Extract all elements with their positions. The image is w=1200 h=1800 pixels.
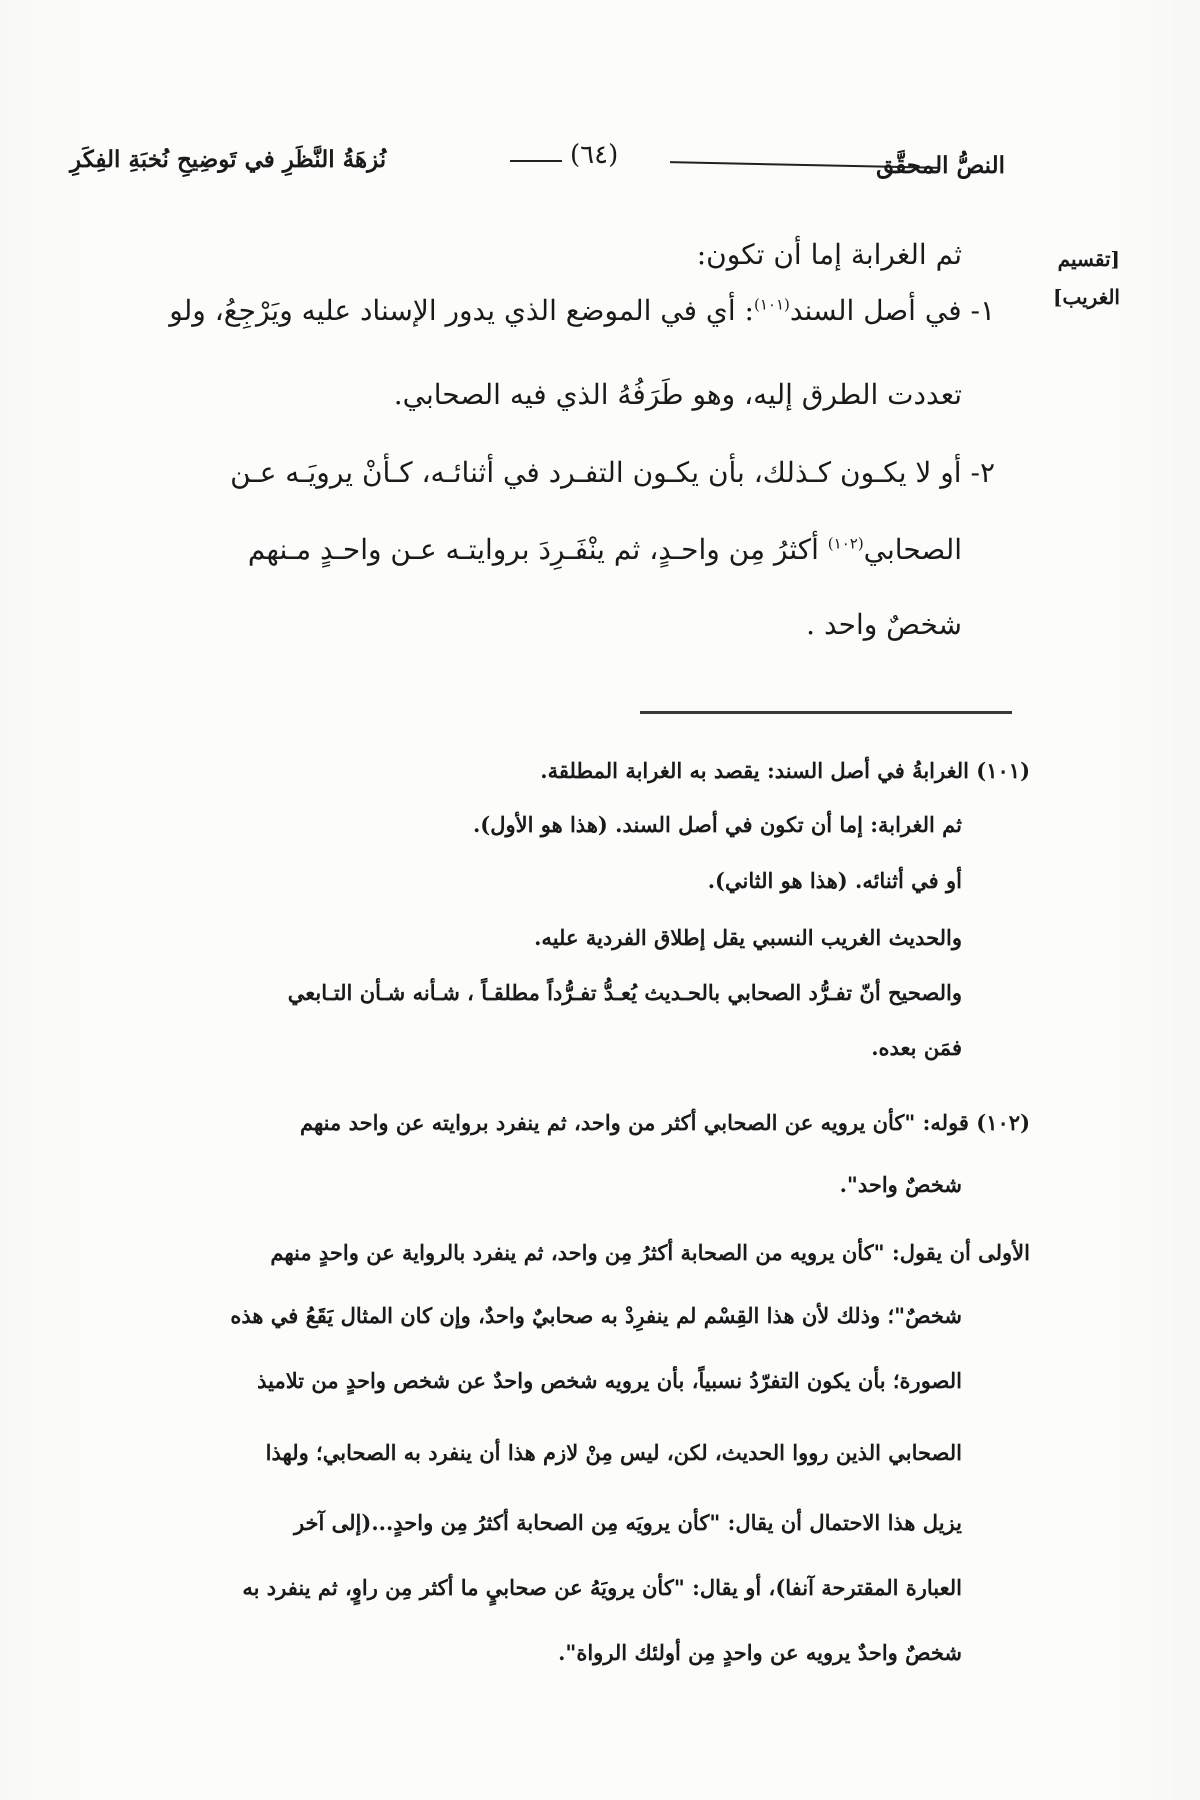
- commentary-lead: الأولى أن يقول:: [891, 1240, 1030, 1265]
- running-header: [70, 138, 1005, 188]
- commentary-line: يزيل هذا الاحتمال أن يقال: "كأن يرويَه مِن الصحابة أكثرُ مِن واحدٍ...(إلى آخر: [293, 1510, 962, 1535]
- footnote-ref-102[interactable]: (١٠٢): [827, 534, 864, 553]
- main-line-3: ٢- أو لا يكـون كـذلك، بأن يكـون التفـرد في أثنائـه، كـأنْ يرويَـه عـن: [230, 456, 995, 489]
- header-rule-short: [510, 160, 562, 162]
- footnote-line: فمَن بعده.: [871, 1035, 962, 1060]
- page-number: (٦٤): [570, 140, 619, 170]
- book-title: نُزهَةُ النَّظَرِ في تَوضِيحِ نُخبَةِ الفِكَرِ: [70, 146, 387, 173]
- footnote-line: والحديث الغريب النسبي يقل إطلاق الفردية عليه.: [534, 925, 962, 950]
- commentary-line: الصورة؛ بأن يكون التفرّدُ نسبياً، بأن يرويه شخص واحدٌ عن شخص واحدٍ من تلاميذ: [257, 1368, 962, 1393]
- main-line-5: شخصٌ واحد .: [806, 608, 962, 641]
- main-line-1: ١- في أصل السند$^{(١٠١)}$: أي في الموضع الذي يدور الإسناد عليه ويَرْجِعُ، ولو: [169, 294, 995, 327]
- footnote-line: والصحيح أنّ تفـرُّد الصحابي بالحـديث يُعـدُّ تفـرُّداً مطلقـاً ، شـأنه شـأن التـابعي: [287, 980, 962, 1005]
- main-line-2: تعددت الطرق إليه، وهو طَرَفُهُ الذي فيه الصحابي.: [393, 378, 962, 411]
- footnote-ref-101[interactable]: (١٠١): [753, 295, 790, 314]
- main-line-4: الصحابي$^{(١٠٢)}$ أكثرُ مِن واحـدٍ، ثم ينْفَـرِدَ بروايتـه عـن واحـدٍ مـنهم: [247, 533, 962, 566]
- section-label: النصُّ المحقَّق: [876, 152, 1005, 179]
- main-line-intro: ثم الغرابة إما أن تكون:: [696, 238, 962, 271]
- footnote-line: شخصٌ واحد".: [839, 1172, 962, 1197]
- footnote-line: (١٠٢) قوله: "كأن يرويه عن الصحابي أكثر من واحد، ثم ينفرد بروايته عن واحد منهم: [300, 1110, 1030, 1135]
- footnote-line: أو في أثنائه. (هذا هو الثاني).: [707, 868, 962, 893]
- commentary-line: شخصٌ"؛ وذلك لأن هذا القِسْم لم ينفرِدْ به صحابيٌ واحدٌ، وإن كان المثال يَقَعُ في هذه: [230, 1303, 962, 1328]
- footnote-line: ثم الغرابة: إما أن تكون في أصل السند. (هذا هو الأول).: [472, 812, 962, 837]
- margin-note-line-2: الغريب]: [1052, 285, 1120, 309]
- margin-note-line-1: [تقسيم: [1057, 247, 1120, 271]
- margin-note: [1025, 240, 1120, 316]
- commentary-line: شخصٌ واحدٌ يرويه عن واحدٍ مِن أولئك الرواة".: [558, 1640, 962, 1665]
- footnote-divider: [640, 711, 1012, 714]
- commentary-line: العبارة المقترحة آنفا)، أو يقال: "كأن يرويَهُ عن صحابيٍ ما أكثر مِن راوٍ، ثم ينفرد به: [242, 1575, 962, 1600]
- commentary-line: الصحابي الذين رووا الحديث، لكن، ليس مِنْ لازم هذا أن ينفرد به الصحابي؛ ولهذا: [265, 1440, 962, 1465]
- commentary-line: الأولى أن يقول: "كأن يرويه من الصحابة أكثرُ مِن واحد، ثم ينفرد بالرواية عن واحدٍ منهم: [270, 1240, 1030, 1265]
- footnote-line: (١٠١) الغرابةُ في أصل السند: يقصد به الغرابة المطلقة.: [540, 758, 1030, 783]
